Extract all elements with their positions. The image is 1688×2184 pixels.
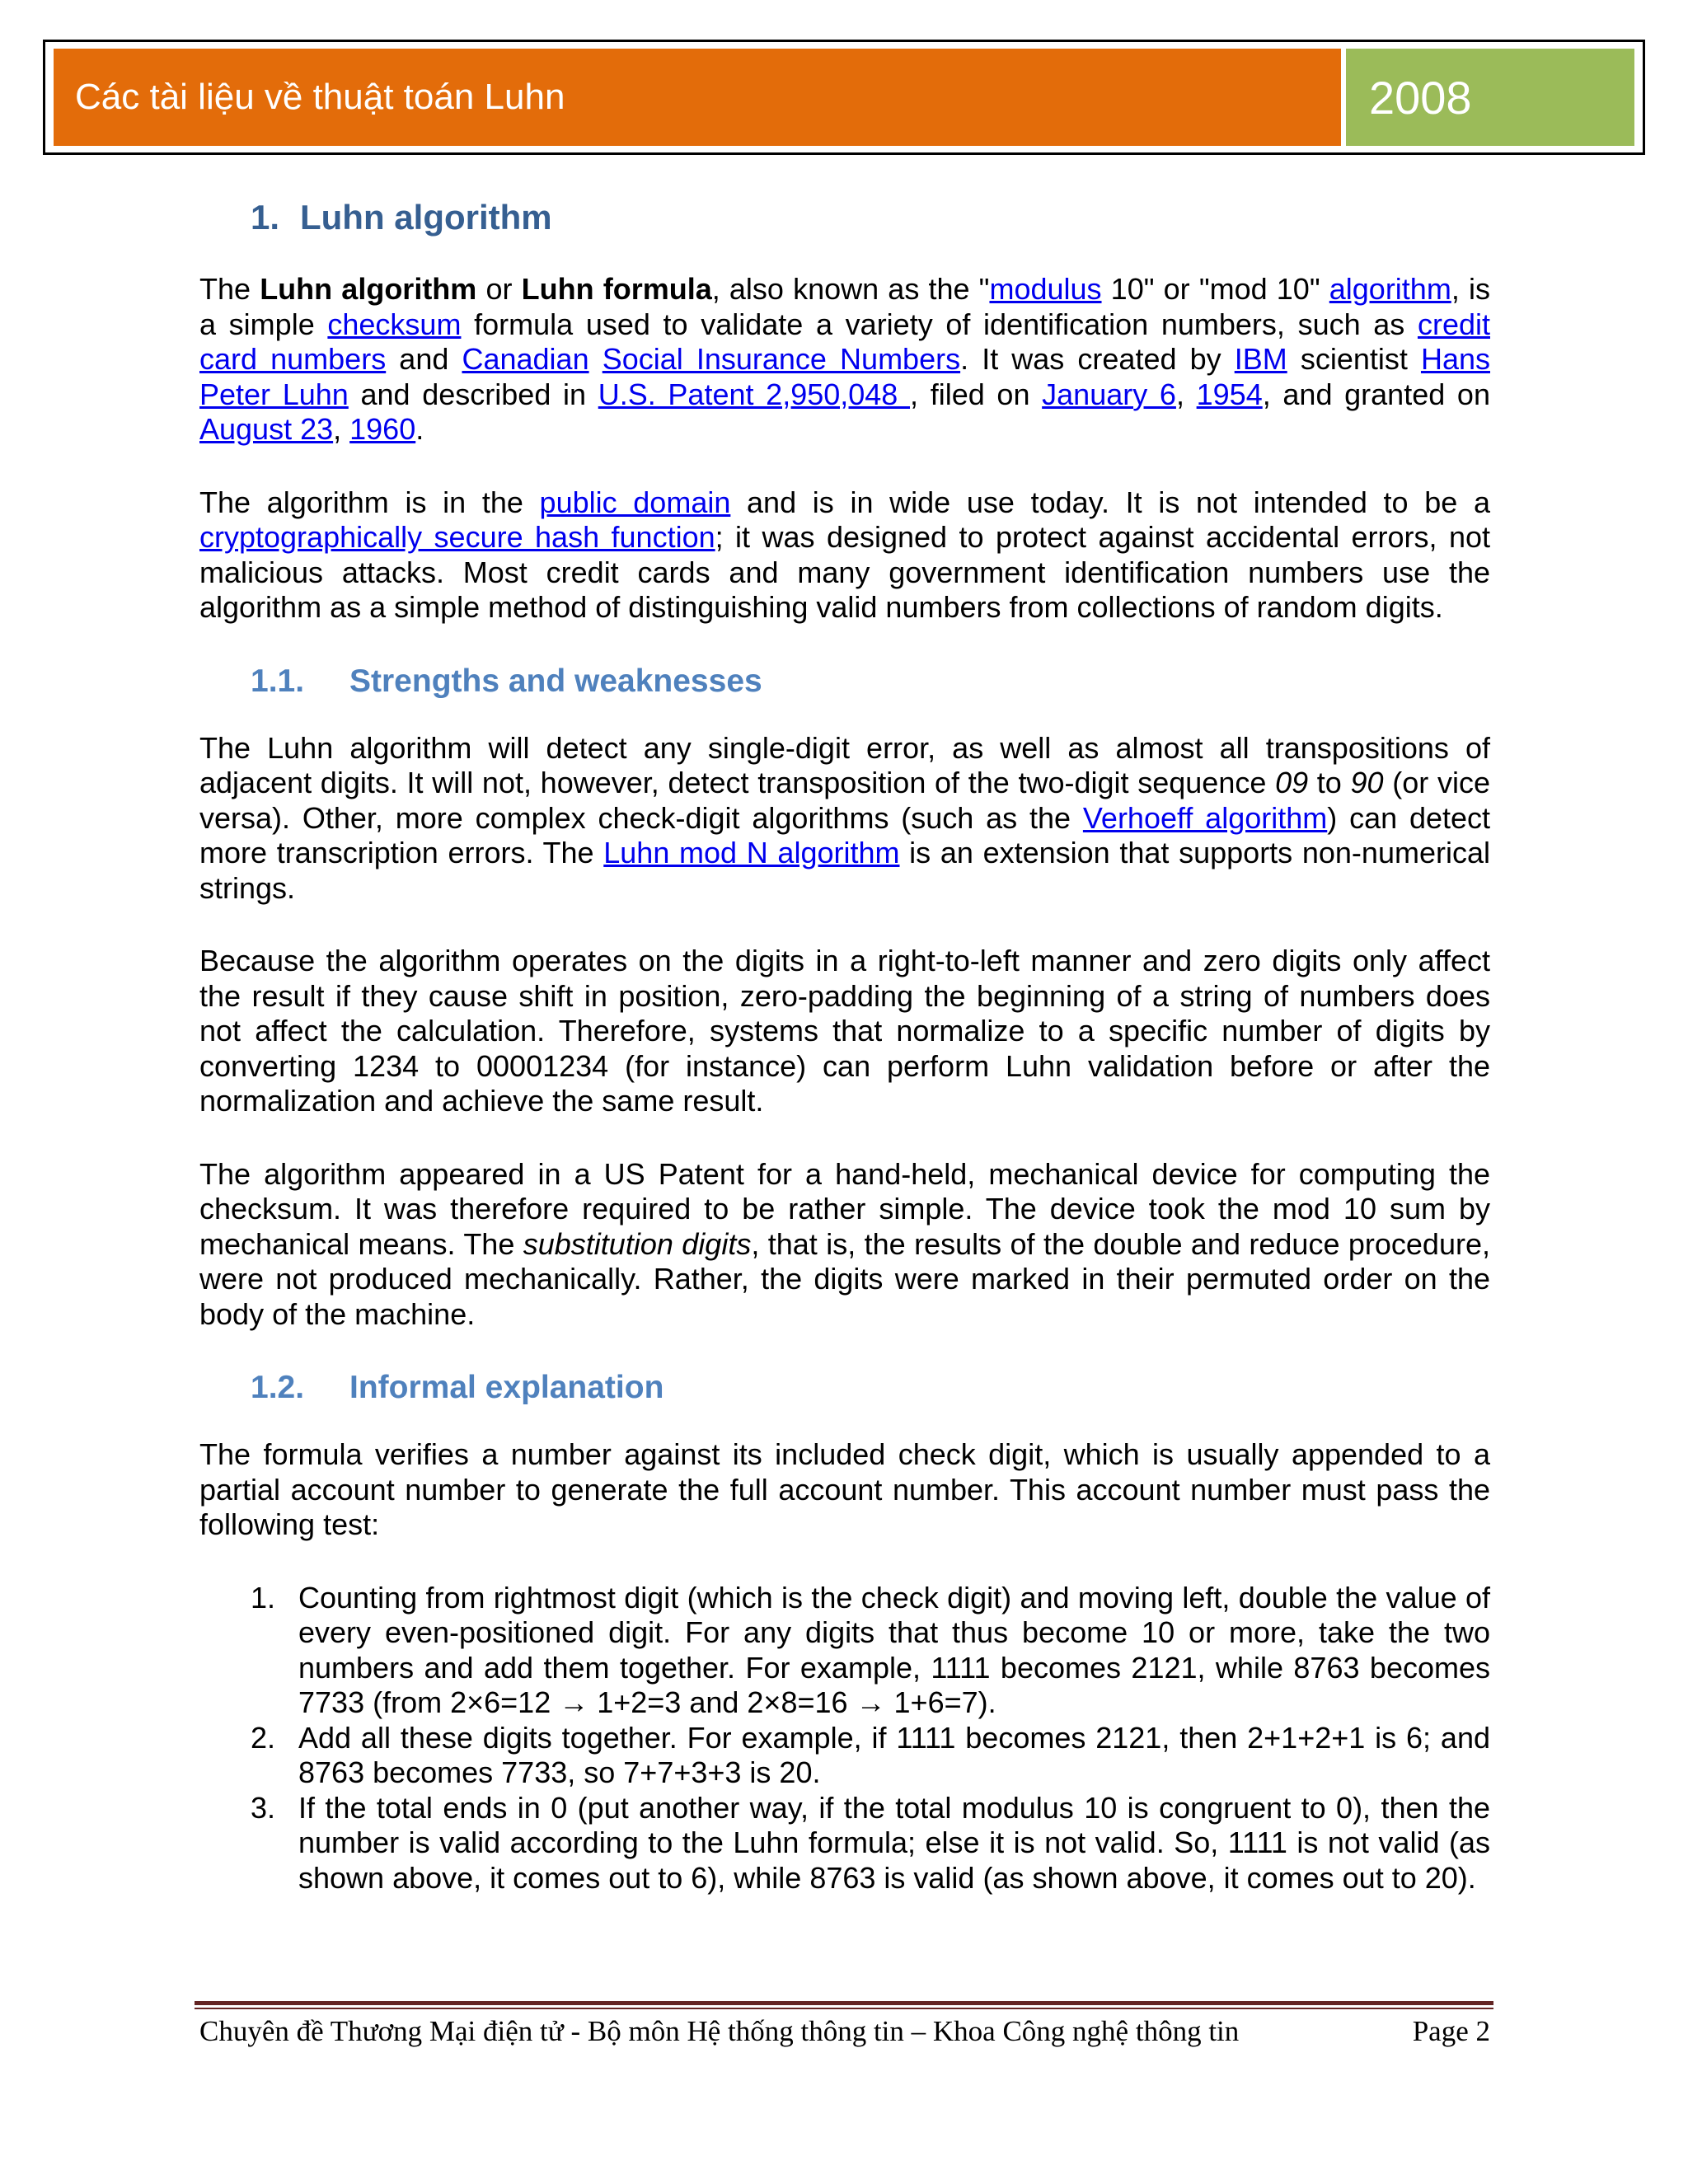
year-box <box>1346 49 1634 146</box>
link-us-patent[interactable]: U.S. Patent 2,950,048 <box>598 377 911 411</box>
link-canadian[interactable]: Canadian <box>462 342 589 376</box>
link-modulus[interactable]: modulus <box>989 272 1102 306</box>
link-hans-peter-luhn[interactable]: Hans Peter Luhn <box>199 342 1490 411</box>
link-luhn-mod-n[interactable]: Luhn mod N algorithm <box>603 836 900 869</box>
list-item: 2. Add all these digits together. For example, if 1111 becomes 2121, then 2+1+2+1 is 6; and 8763 becomes 7733, so 7+7+3+3 is 20. <box>251 1720 1490 1789</box>
link-cryptographic-hash[interactable]: cryptographically secure hash function <box>199 520 715 554</box>
section-number: 1. <box>251 198 280 237</box>
link-january-6[interactable]: January 6 <box>1042 377 1176 411</box>
footer-divider-thin <box>195 2008 1493 2009</box>
link-public-domain[interactable]: public domain <box>539 485 731 519</box>
steps-list <box>199 1581 1490 1896</box>
paragraph-zero-padding: Because the algorithm operates on the digits in a right-to-left manner and zero digits only affect the result if they cause shift in position, zero-padding the beginning of a string of numbers does not affect the calculation. Therefore, systems that normalize to a specific number of digits by converting 1234 to 00001234 (for instance) can perform Luhn validation before or after the normalization and achieve the same result. <box>199 944 1490 1118</box>
link-1954[interactable]: 1954 <box>1196 377 1263 411</box>
link-august-23[interactable]: August 23 <box>199 412 334 446</box>
paragraph-patent-device: The algorithm appeared in a US Patent for a hand-held, mechanical device for computing the checksum. It was therefore required to be rather simple. The device took the mod 10 sum by mechanical means. The substitution digits, that is, the results of the double and reduce procedure, were not produced mechanically. Rather, the digits were marked in their permuted order on the body of the machine. <box>199 1156 1490 1331</box>
document-title: Các tài liệu về thuật toán Luhn <box>75 77 565 117</box>
document-title-box <box>54 49 1341 146</box>
footer-divider <box>195 2001 1493 2005</box>
list-item: 1. Counting from rightmost digit (which is the check digit) and moving left, double the value of every even-positioned digit. For any digits that thus become 10 or more, take the two numbers and add them together. For example, 1111 becomes 2121, while 8763 becomes 7733 (from 2×6=12 → 1+2=3 and 2×8=16 → 1+6=7). <box>251 1580 1490 1719</box>
page-number: Page 2 <box>1412 2015 1490 2047</box>
paragraph-public-domain: The algorithm is in the public domain and is in wide use today. It is not intended to be a cryptographically secure hash function; it was designed to protect against accidental errors, not malicious attacks. Most credit cards and many government identification numbers use the algorithm as a simple method of distinguishing valid numbers from collections of random digits. <box>199 485 1490 624</box>
page-footer <box>199 2015 1490 2048</box>
document-body <box>199 190 1490 1896</box>
paragraph-intro: The Luhn algorithm or Luhn formula, also known as the "modulus 10" or "mod 10" algorithm, is a simple checksum formula used to validate a variety of identification numbers, such as credit card numbers and Canadian Social Insurance Numbers. It was created by IBM scientist Hans Peter Luhn and described in U.S. Patent 2,950,048 , filed on January 6, 1954, and granted on August 23, 1960. <box>199 272 1490 446</box>
section-title: Informal explanation <box>349 1370 664 1405</box>
section-1-2-heading <box>251 1370 1490 1406</box>
section-title: Strengths and weaknesses <box>349 663 762 699</box>
link-social-insurance-numbers[interactable]: Social Insurance Numbers <box>602 342 961 376</box>
section-number: 1.2. <box>251 1370 305 1405</box>
link-1960[interactable]: 1960 <box>349 412 416 446</box>
paragraph-formula: The formula verifies a number against its included check digit, which is usually appended to a partial account number to generate the full account number. This account number must pass the following test: <box>199 1437 1490 1541</box>
header-banner <box>43 40 1645 155</box>
footer-text: Chuyên đề Thương Mại điện tử - Bộ môn Hệ thống thông tin – Khoa Công nghệ thông tin <box>199 2015 1240 2047</box>
section-1-heading <box>251 198 1490 237</box>
link-verhoeff-algorithm[interactable]: Verhoeff algorithm <box>1082 800 1328 835</box>
list-item: 3. If the total ends in 0 (put another way, if the total modulus 10 is congruent to 0), then the number is valid according to the Luhn formula; else it is not valid. So, 1111 is not valid (as shown above, it comes out to 6), while 8763 is valid (as shown above, it comes out to 20). <box>251 1790 1490 1895</box>
section-title: Luhn algorithm <box>300 198 552 237</box>
link-algorithm[interactable]: algorithm <box>1329 272 1451 306</box>
document-year: 2008 <box>1369 71 1472 124</box>
paragraph-strengths: The Luhn algorithm will detect any single-digit error, as well as almost all transpositions of adjacent digits. It will not, however, detect transposition of the two-digit sequence 09 to 90 (or vice versa). Other, more complex check-digit algorithms (such as the Verhoeff algorithm) can detect more transcription errors. The Luhn mod N algorithm is an extension that supports non-numerical strings. <box>199 730 1491 905</box>
section-1-1-heading <box>251 663 1490 700</box>
section-number: 1.1. <box>251 663 305 699</box>
link-credit-card-numbers[interactable]: credit card numbers <box>199 307 1490 376</box>
link-ibm[interactable]: IBM <box>1234 342 1287 376</box>
link-checksum[interactable]: checksum <box>327 307 462 341</box>
